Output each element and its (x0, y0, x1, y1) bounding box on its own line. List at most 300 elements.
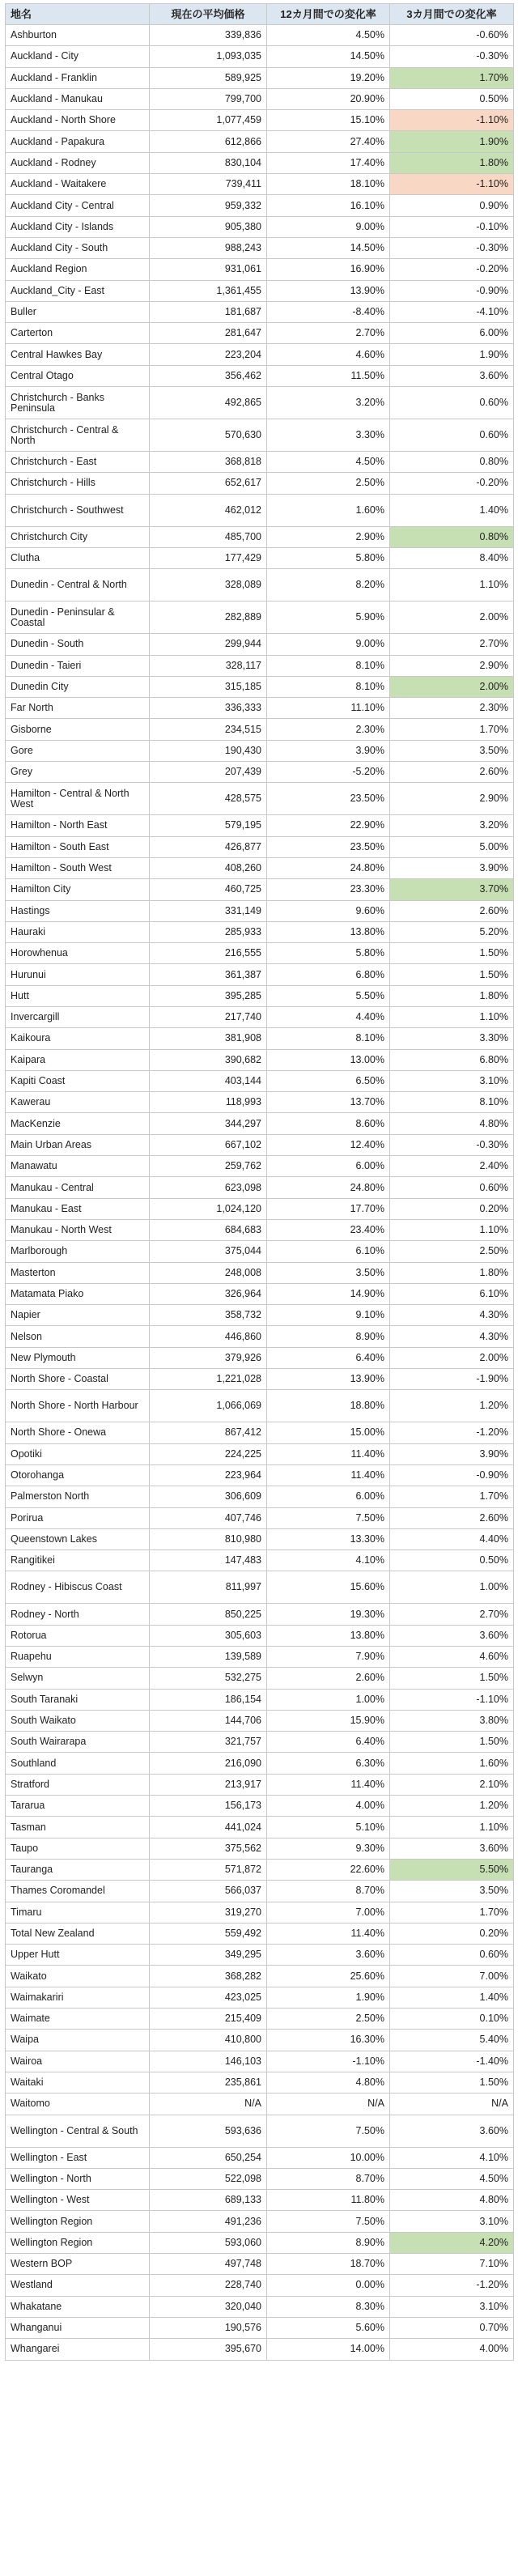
cell-change-12m: 15.00% (267, 1422, 390, 1443)
cell-region: Buller (6, 301, 150, 322)
cell-region: Palmerston North (6, 1486, 150, 1507)
cell-average-price: 1,077,459 (150, 110, 267, 131)
cell-average-price: 328,117 (150, 655, 267, 676)
cell-change-12m: 9.30% (267, 1838, 390, 1859)
cell-region: Auckland - Papakura (6, 131, 150, 152)
cell-change-12m: 3.90% (267, 740, 390, 761)
cell-change-12m: 27.40% (267, 131, 390, 152)
cell-average-price: 156,173 (150, 1796, 267, 1817)
cell-change-3m: 4.20% (390, 2232, 514, 2253)
cell-average-price: 361,387 (150, 964, 267, 985)
cell-change-12m: 24.80% (267, 1177, 390, 1198)
cell-region: Central Otago (6, 365, 150, 386)
cell-change-3m: 3.50% (390, 740, 514, 761)
cell-change-12m: 8.90% (267, 2232, 390, 2253)
cell-change-3m: 2.70% (390, 634, 514, 655)
table-row (6, 237, 514, 258)
cell-region: New Plymouth (6, 1347, 150, 1368)
cell-average-price: 810,980 (150, 1528, 267, 1549)
cell-average-price: 328,089 (150, 569, 267, 601)
cell-change-12m: 3.60% (267, 1945, 390, 1966)
cell-region: Auckland City - South (6, 237, 150, 258)
cell-region: Western BOP (6, 2254, 150, 2275)
cell-change-12m: 3.30% (267, 419, 390, 452)
cell-average-price: 423,025 (150, 1987, 267, 2008)
cell-change-3m: -1.90% (390, 1369, 514, 1390)
cell-average-price: 356,462 (150, 365, 267, 386)
table-row (6, 2115, 514, 2147)
cell-average-price: 375,562 (150, 1838, 267, 1859)
cell-change-3m: -4.10% (390, 301, 514, 322)
cell-change-12m: -1.10% (267, 2051, 390, 2072)
cell-average-price: 959,332 (150, 195, 267, 216)
cell-change-3m: 2.60% (390, 900, 514, 921)
cell-change-12m: 5.90% (267, 601, 390, 634)
cell-average-price: 811,997 (150, 1571, 267, 1604)
cell-region: Waitomo (6, 2094, 150, 2115)
cell-change-12m: 4.10% (267, 1550, 390, 1571)
cell-change-12m: 8.10% (267, 1028, 390, 1049)
cell-average-price: 216,090 (150, 1753, 267, 1774)
cell-region: Hauraki (6, 921, 150, 942)
table-row (6, 1049, 514, 1070)
table-row (6, 676, 514, 697)
cell-change-3m: 2.90% (390, 783, 514, 815)
table-row (6, 655, 514, 676)
cell-change-3m: 2.70% (390, 1604, 514, 1625)
cell-region: Auckland City - Islands (6, 216, 150, 237)
cell-change-12m: 2.50% (267, 473, 390, 494)
cell-change-3m: -1.10% (390, 1689, 514, 1710)
cell-region: Whanganui (6, 2317, 150, 2338)
cell-change-3m: 4.50% (390, 2168, 514, 2189)
cell-change-12m: 23.30% (267, 879, 390, 900)
cell-average-price: 223,964 (150, 1464, 267, 1486)
cell-change-3m: 1.70% (390, 719, 514, 740)
cell-region: Napier (6, 1305, 150, 1326)
table-row (6, 2009, 514, 2030)
cell-change-3m: 1.80% (390, 152, 514, 173)
table-row (6, 1625, 514, 1646)
header-row (6, 4, 514, 25)
cell-average-price: 403,144 (150, 1070, 267, 1091)
cell-change-12m: 4.00% (267, 1796, 390, 1817)
cell-change-12m: -8.40% (267, 301, 390, 322)
cell-region: Wellington - Central & South (6, 2115, 150, 2147)
cell-change-3m: 1.10% (390, 1006, 514, 1027)
cell-change-12m: 13.90% (267, 1369, 390, 1390)
cell-region: Timaru (6, 1902, 150, 1923)
table-row (6, 473, 514, 494)
table-row (6, 25, 514, 46)
table-row (6, 1710, 514, 1731)
cell-average-price: 612,866 (150, 131, 267, 152)
cell-average-price: 306,609 (150, 1486, 267, 1507)
cell-region: Ashburton (6, 25, 150, 46)
cell-change-12m: 14.50% (267, 237, 390, 258)
cell-average-price: N/A (150, 2094, 267, 2115)
table-row (6, 1443, 514, 1464)
table-row (6, 323, 514, 344)
cell-average-price: 234,515 (150, 719, 267, 740)
cell-average-price: 407,746 (150, 1507, 267, 1528)
header-change-3m: 3カ月間での変化率 (390, 4, 514, 25)
cell-change-3m: 3.90% (390, 1443, 514, 1464)
cell-average-price: 368,282 (150, 1966, 267, 1987)
cell-region: Auckland Region (6, 259, 150, 280)
cell-region: Rodney - North (6, 1604, 150, 1625)
cell-average-price: 390,682 (150, 1049, 267, 1070)
cell-region: Gore (6, 740, 150, 761)
table-row (6, 1134, 514, 1155)
table-row (6, 2051, 514, 2072)
table-row (6, 943, 514, 964)
cell-region: Wellington - North (6, 2168, 150, 2189)
cell-change-3m: 3.10% (390, 2211, 514, 2232)
cell-change-3m: 2.00% (390, 601, 514, 634)
cell-change-12m: 18.70% (267, 2254, 390, 2275)
table-row (6, 1647, 514, 1668)
cell-change-3m: 3.60% (390, 2115, 514, 2147)
table-row (6, 174, 514, 195)
table-row (6, 879, 514, 900)
cell-change-12m: 25.60% (267, 1966, 390, 1987)
cell-change-3m: 4.10% (390, 2147, 514, 2168)
table-row (6, 1817, 514, 1838)
cell-average-price: 589,925 (150, 67, 267, 88)
cell-average-price: 667,102 (150, 1134, 267, 1155)
cell-change-12m: 8.60% (267, 1113, 390, 1134)
table-row (6, 301, 514, 322)
cell-region: Auckland - Rodney (6, 152, 150, 173)
cell-region: Christchurch City (6, 526, 150, 547)
cell-average-price: 344,297 (150, 1113, 267, 1134)
cell-region: Hamilton - South West (6, 857, 150, 878)
cell-change-3m: 5.40% (390, 2030, 514, 2051)
cell-region: MacKenzie (6, 1113, 150, 1134)
cell-average-price: 349,295 (150, 1945, 267, 1966)
cell-region: Southland (6, 1753, 150, 1774)
table-row (6, 494, 514, 526)
table-row (6, 280, 514, 301)
cell-average-price: 375,044 (150, 1241, 267, 1262)
cell-change-12m: 4.40% (267, 1006, 390, 1027)
cell-change-12m: 9.00% (267, 634, 390, 655)
cell-region: Clutha (6, 547, 150, 568)
cell-change-12m: 15.90% (267, 1710, 390, 1731)
cell-average-price: 139,589 (150, 1647, 267, 1668)
cell-average-price: 739,411 (150, 174, 267, 195)
cell-region: Auckland - North Shore (6, 110, 150, 131)
table-row (6, 1422, 514, 1443)
cell-change-12m: 11.40% (267, 1923, 390, 1944)
cell-change-3m: 4.30% (390, 1305, 514, 1326)
table-row (6, 1507, 514, 1528)
cell-average-price: 867,412 (150, 1422, 267, 1443)
cell-region: Waimate (6, 2009, 150, 2030)
table-row (6, 1006, 514, 1027)
table-row (6, 195, 514, 216)
cell-average-price: 235,861 (150, 2072, 267, 2093)
table-row (6, 1987, 514, 2008)
table-row (6, 46, 514, 67)
table-row (6, 569, 514, 601)
table-row (6, 2030, 514, 2051)
table-row (6, 547, 514, 568)
cell-average-price: 177,429 (150, 547, 267, 568)
cell-average-price: 215,409 (150, 2009, 267, 2030)
table-row (6, 419, 514, 452)
cell-change-3m: 0.20% (390, 1923, 514, 1944)
cell-change-12m: 8.20% (267, 569, 390, 601)
table-row (6, 1219, 514, 1240)
cell-average-price: 460,725 (150, 879, 267, 900)
cell-change-3m: 2.30% (390, 698, 514, 719)
cell-average-price: 339,836 (150, 25, 267, 46)
table-row (6, 2147, 514, 2168)
cell-change-12m: 18.10% (267, 174, 390, 195)
cell-region: Auckland - Manukau (6, 88, 150, 109)
table-row (6, 1902, 514, 1923)
cell-change-12m: 6.80% (267, 964, 390, 985)
cell-change-3m: 2.00% (390, 676, 514, 697)
cell-region: Auckland - Franklin (6, 67, 150, 88)
cell-average-price: 850,225 (150, 1604, 267, 1625)
cell-average-price: 566,037 (150, 1881, 267, 1902)
cell-change-12m: 22.60% (267, 1859, 390, 1880)
table-row (6, 698, 514, 719)
cell-region: Kaikoura (6, 1028, 150, 1049)
header-average-price: 現在の平均価格 (150, 4, 267, 25)
table-row (6, 526, 514, 547)
cell-change-3m: 5.00% (390, 836, 514, 857)
cell-region: Kaipara (6, 1049, 150, 1070)
table-row (6, 857, 514, 878)
table-row (6, 1859, 514, 1880)
cell-change-3m: 6.00% (390, 323, 514, 344)
table-row (6, 762, 514, 783)
cell-region: Tararua (6, 1796, 150, 1817)
cell-change-3m: 1.10% (390, 569, 514, 601)
cell-average-price: 379,926 (150, 1347, 267, 1368)
cell-change-3m: 3.60% (390, 1625, 514, 1646)
cell-change-3m: 2.10% (390, 1774, 514, 1795)
table-row (6, 2254, 514, 2275)
table-row (6, 110, 514, 131)
cell-average-price: 799,700 (150, 88, 267, 109)
cell-average-price: 248,008 (150, 1262, 267, 1283)
cell-change-3m: 1.10% (390, 1219, 514, 1240)
cell-change-3m: 0.20% (390, 1198, 514, 1219)
table-row (6, 1369, 514, 1390)
cell-region: South Taranaki (6, 1689, 150, 1710)
cell-average-price: 190,430 (150, 740, 267, 761)
cell-change-12m: 23.40% (267, 1219, 390, 1240)
cell-average-price: 497,748 (150, 2254, 267, 2275)
cell-change-12m: 4.80% (267, 2072, 390, 2093)
cell-average-price: 492,865 (150, 387, 267, 419)
cell-change-12m: 11.40% (267, 1443, 390, 1464)
cell-average-price: 426,877 (150, 836, 267, 857)
cell-change-12m: 1.00% (267, 1689, 390, 1710)
cell-region: Dunedin - Peninsular & Coastal (6, 601, 150, 634)
cell-change-3m: 4.00% (390, 2339, 514, 2360)
cell-average-price: 532,275 (150, 1668, 267, 1689)
cell-change-12m: 1.60% (267, 494, 390, 526)
cell-change-12m: 2.30% (267, 719, 390, 740)
cell-average-price: 223,204 (150, 344, 267, 365)
cell-average-price: 320,040 (150, 2296, 267, 2317)
cell-change-3m: 1.50% (390, 2072, 514, 2093)
cell-region: Hamilton City (6, 879, 150, 900)
cell-average-price: 207,439 (150, 762, 267, 783)
table-row (6, 1198, 514, 1219)
cell-average-price: 228,740 (150, 2275, 267, 2296)
table-row (6, 1838, 514, 1859)
cell-region: Queenstown Lakes (6, 1528, 150, 1549)
cell-change-3m: 4.80% (390, 1113, 514, 1134)
cell-average-price: 522,098 (150, 2168, 267, 2189)
table-row (6, 1528, 514, 1549)
cell-change-12m: 15.60% (267, 1571, 390, 1604)
cell-region: Auckland_City - East (6, 280, 150, 301)
cell-region: Dunedin - Taieri (6, 655, 150, 676)
cell-region: Kapiti Coast (6, 1070, 150, 1091)
cell-region: Far North (6, 698, 150, 719)
header-change-12m: 12カ月間での変化率 (267, 4, 390, 25)
cell-change-3m: 3.30% (390, 1028, 514, 1049)
cell-region: Upper Hutt (6, 1945, 150, 1966)
cell-region: Rotorua (6, 1625, 150, 1646)
cell-change-3m: -0.90% (390, 1464, 514, 1486)
table-row (6, 2232, 514, 2253)
cell-average-price: 462,012 (150, 494, 267, 526)
table-row (6, 1156, 514, 1177)
table-row (6, 2072, 514, 2093)
cell-change-3m: 5.50% (390, 1859, 514, 1880)
cell-average-price: 491,236 (150, 2211, 267, 2232)
cell-average-price: 181,687 (150, 301, 267, 322)
cell-region: Wairoa (6, 2051, 150, 2072)
table-row (6, 836, 514, 857)
cell-change-12m: 6.00% (267, 1486, 390, 1507)
cell-average-price: 1,221,028 (150, 1369, 267, 1390)
cell-region: Christchurch - Southwest (6, 494, 150, 526)
cell-change-3m: 6.10% (390, 1283, 514, 1304)
table-row (6, 1113, 514, 1134)
cell-change-12m: 5.60% (267, 2317, 390, 2338)
table-row (6, 1486, 514, 1507)
cell-region: Kawerau (6, 1092, 150, 1113)
cell-region: Christchurch - Hills (6, 473, 150, 494)
cell-change-3m: 2.40% (390, 1156, 514, 1177)
cell-region: Horowhenua (6, 943, 150, 964)
cell-change-3m: 1.40% (390, 494, 514, 526)
cell-change-12m: 19.30% (267, 1604, 390, 1625)
cell-change-3m: 1.00% (390, 1571, 514, 1604)
cell-change-3m: 1.10% (390, 1817, 514, 1838)
table-row (6, 985, 514, 1006)
cell-region: Manawatu (6, 1156, 150, 1177)
table-row (6, 2339, 514, 2360)
cell-change-3m: N/A (390, 2094, 514, 2115)
cell-region: North Shore - North Harbour (6, 1390, 150, 1422)
cell-region: Auckland City - Central (6, 195, 150, 216)
cell-region: Marlborough (6, 1241, 150, 1262)
table-row (6, 1604, 514, 1625)
cell-change-3m: 0.50% (390, 1550, 514, 1571)
cell-change-12m: 11.10% (267, 698, 390, 719)
cell-change-3m: -1.20% (390, 2275, 514, 2296)
cell-region: South Waikato (6, 1710, 150, 1731)
cell-average-price: 408,260 (150, 857, 267, 878)
cell-average-price: 1,066,069 (150, 1390, 267, 1422)
cell-change-3m: 8.40% (390, 547, 514, 568)
cell-change-3m: -0.20% (390, 259, 514, 280)
cell-change-12m: 12.40% (267, 1134, 390, 1155)
cell-average-price: 428,575 (150, 783, 267, 815)
cell-region: Waimakariri (6, 1987, 150, 2008)
cell-change-12m: 3.20% (267, 387, 390, 419)
cell-change-12m: 4.60% (267, 344, 390, 365)
cell-region: Manukau - North West (6, 1219, 150, 1240)
cell-region: South Wairarapa (6, 1732, 150, 1753)
table-row (6, 719, 514, 740)
table-row (6, 2168, 514, 2189)
cell-change-12m: 16.10% (267, 195, 390, 216)
cell-region: Manukau - Central (6, 1177, 150, 1198)
cell-average-price: 931,061 (150, 259, 267, 280)
cell-change-3m: 0.60% (390, 419, 514, 452)
cell-change-3m: 3.70% (390, 879, 514, 900)
cell-change-12m: 23.50% (267, 836, 390, 857)
cell-change-3m: 0.50% (390, 88, 514, 109)
cell-average-price: 689,133 (150, 2190, 267, 2211)
cell-change-3m: 2.60% (390, 762, 514, 783)
cell-change-3m: -1.40% (390, 2051, 514, 2072)
cell-change-3m: -0.20% (390, 473, 514, 494)
cell-average-price: 224,225 (150, 1443, 267, 1464)
cell-change-3m: 2.90% (390, 655, 514, 676)
table-row (6, 921, 514, 942)
table-row (6, 2317, 514, 2338)
table-row (6, 2275, 514, 2296)
cell-change-12m: 5.80% (267, 943, 390, 964)
cell-region: Rangitikei (6, 1550, 150, 1571)
cell-change-3m: 1.70% (390, 1486, 514, 1507)
cell-change-12m: 9.00% (267, 216, 390, 237)
cell-region: Masterton (6, 1262, 150, 1283)
cell-change-3m: 2.50% (390, 1241, 514, 1262)
cell-change-12m: -5.20% (267, 762, 390, 783)
cell-average-price: 336,333 (150, 698, 267, 719)
cell-change-3m: 1.20% (390, 1390, 514, 1422)
cell-change-12m: 13.00% (267, 1049, 390, 1070)
cell-average-price: 559,492 (150, 1923, 267, 1944)
cell-average-price: 190,576 (150, 2317, 267, 2338)
cell-change-12m: 13.30% (267, 1528, 390, 1549)
cell-region: Tasman (6, 1817, 150, 1838)
cell-change-3m: 6.80% (390, 1049, 514, 1070)
cell-region: Hastings (6, 900, 150, 921)
cell-change-12m: 8.70% (267, 1881, 390, 1902)
cell-average-price: 623,098 (150, 1177, 267, 1198)
cell-region: Hamilton - Central & North West (6, 783, 150, 815)
table-row (6, 259, 514, 280)
cell-region: Christchurch - East (6, 452, 150, 473)
cell-change-3m: 4.60% (390, 1647, 514, 1668)
cell-region: Waipa (6, 2030, 150, 2051)
